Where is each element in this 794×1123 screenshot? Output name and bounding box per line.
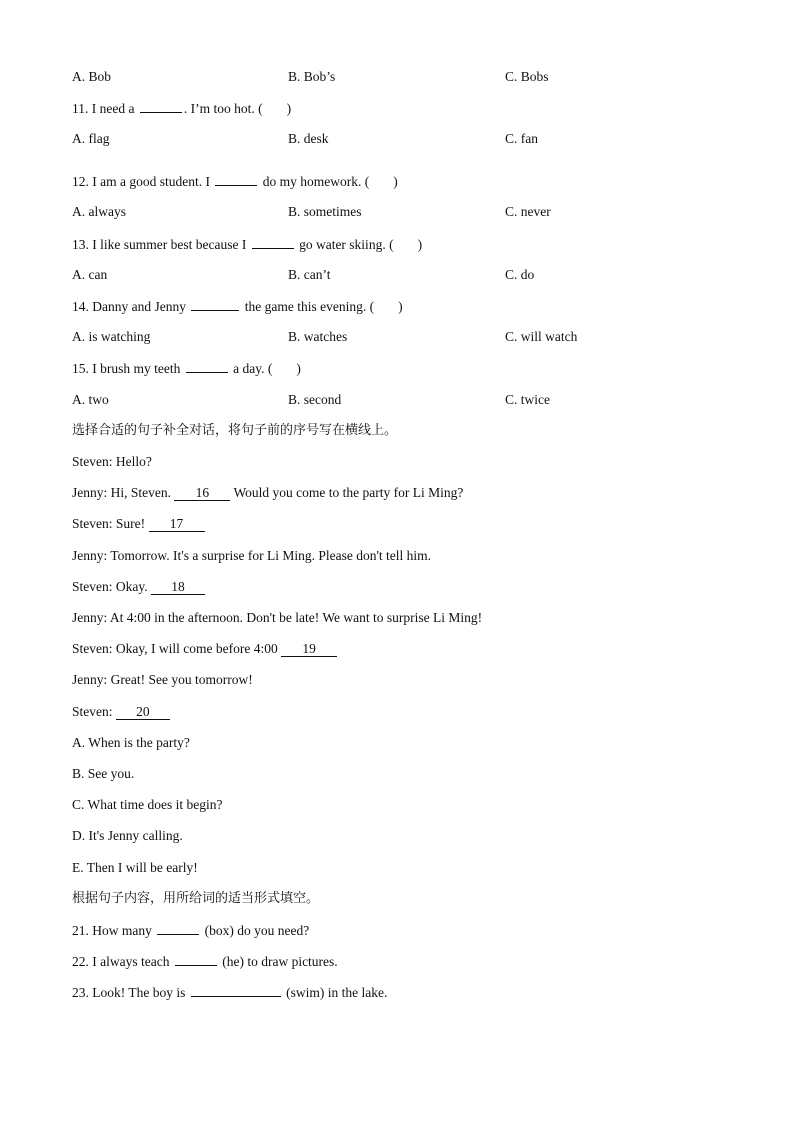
- dialogue-line-7: Steven: Okay, I will come before 4:00 19: [72, 641, 337, 657]
- q10-option-a: A. Bob: [72, 69, 112, 84]
- q22-blank[interactable]: [175, 953, 217, 966]
- q10-option-c: C. Bobs: [505, 69, 549, 84]
- section-dialogue-instructions: 选择合适的句子补全对话，将句子前的序号写在横线上。: [72, 423, 398, 438]
- q13-option-b: B. can’t: [288, 267, 331, 282]
- choice-c: C. What time does it begin?: [72, 797, 223, 812]
- q15-options: [72, 392, 732, 408]
- dialogue-line-2: Jenny: Hi, Steven. 16 Would you come to the party for Li Ming?: [72, 485, 464, 500]
- q13-options: [72, 267, 732, 283]
- q21-blank[interactable]: [157, 922, 199, 935]
- q15-option-c: C. twice: [505, 392, 550, 407]
- q11-stem-start: 11. I need a: [72, 101, 135, 116]
- blank-17[interactable]: 17: [149, 517, 205, 532]
- question-14: 14. Danny and Jenny the game this evening. ( ): [72, 299, 403, 314]
- q12-option-b: B. sometimes: [288, 204, 362, 219]
- q11-stem-end: . I’m too hot. (: [183, 101, 263, 116]
- dialogue-line-9: Steven: 20: [72, 704, 170, 720]
- q14-option-c: C. will watch: [505, 329, 578, 344]
- q13-option-a: A. can: [72, 267, 108, 282]
- choice-d: D. It's Jenny calling.: [72, 828, 183, 843]
- q12-option-c: C. never: [505, 204, 551, 219]
- q15-option-b: B. second: [288, 392, 342, 407]
- q10-options: [72, 69, 732, 85]
- q15-option-a: A. two: [72, 392, 109, 407]
- q12-options: [72, 204, 732, 220]
- choice-e: E. Then I will be early!: [72, 860, 198, 875]
- q13-option-c: C. do: [505, 267, 535, 282]
- blank-18[interactable]: 18: [151, 580, 205, 595]
- q23-blank[interactable]: [191, 984, 281, 997]
- dialogue-line-4: Jenny: Tomorrow. It's a surprise for Li Ming. Please don't tell him.: [72, 548, 431, 563]
- dialogue-line-5: Steven: Okay. 18: [72, 579, 205, 595]
- q12-blank[interactable]: [215, 173, 257, 186]
- dialogue-line-1: Steven: Hello?: [72, 454, 152, 469]
- blank-16[interactable]: 16: [174, 486, 230, 501]
- q11-blank[interactable]: [140, 100, 182, 113]
- q14-options: [72, 329, 732, 345]
- question-22: 22. I always teach (he) to draw pictures.: [72, 954, 338, 969]
- choice-b: B. See you.: [72, 766, 135, 781]
- dialogue-line-6: Jenny: At 4:00 in the afternoon. Don't be late! We want to surprise Li Ming!: [72, 610, 483, 625]
- q14-option-a: A. is watching: [72, 329, 151, 344]
- blank-20[interactable]: 20: [116, 705, 170, 720]
- blank-19[interactable]: 19: [281, 642, 337, 657]
- section-fill-in-instructions: 根据句子内容，用所给词的适当形式填空。: [72, 891, 320, 906]
- question-12: 12. I am a good student. I do my homework. ( ): [72, 174, 398, 189]
- question-13: 13. I like summer best because I go water skiing. ( ): [72, 237, 423, 252]
- q13-blank[interactable]: [252, 236, 294, 249]
- dialogue-line-3: Steven: Sure! 17: [72, 516, 205, 532]
- q11-options: [72, 131, 732, 147]
- q12-option-a: A. always: [72, 204, 126, 219]
- q11-option-b: B. desk: [288, 131, 329, 146]
- q11-option-a: A. flag: [72, 131, 110, 146]
- q14-option-b: B. watches: [288, 329, 348, 344]
- q14-blank[interactable]: [191, 298, 239, 311]
- q11-option-c: C. fan: [505, 131, 538, 146]
- dialogue-line-8: Jenny: Great! See you tomorrow!: [72, 672, 253, 687]
- choice-a: A. When is the party?: [72, 735, 190, 750]
- question-21: 21. How many (box) do you need?: [72, 923, 310, 938]
- question-15: 15. I brush my teeth a day. ( ): [72, 361, 301, 376]
- question-23: 23. Look! The boy is (swim) in the lake.: [72, 985, 388, 1000]
- question-11: 11. I need a . I’m too hot. ( ): [72, 101, 292, 116]
- q15-blank[interactable]: [186, 360, 228, 373]
- q10-option-b: B. Bob’s: [288, 69, 336, 84]
